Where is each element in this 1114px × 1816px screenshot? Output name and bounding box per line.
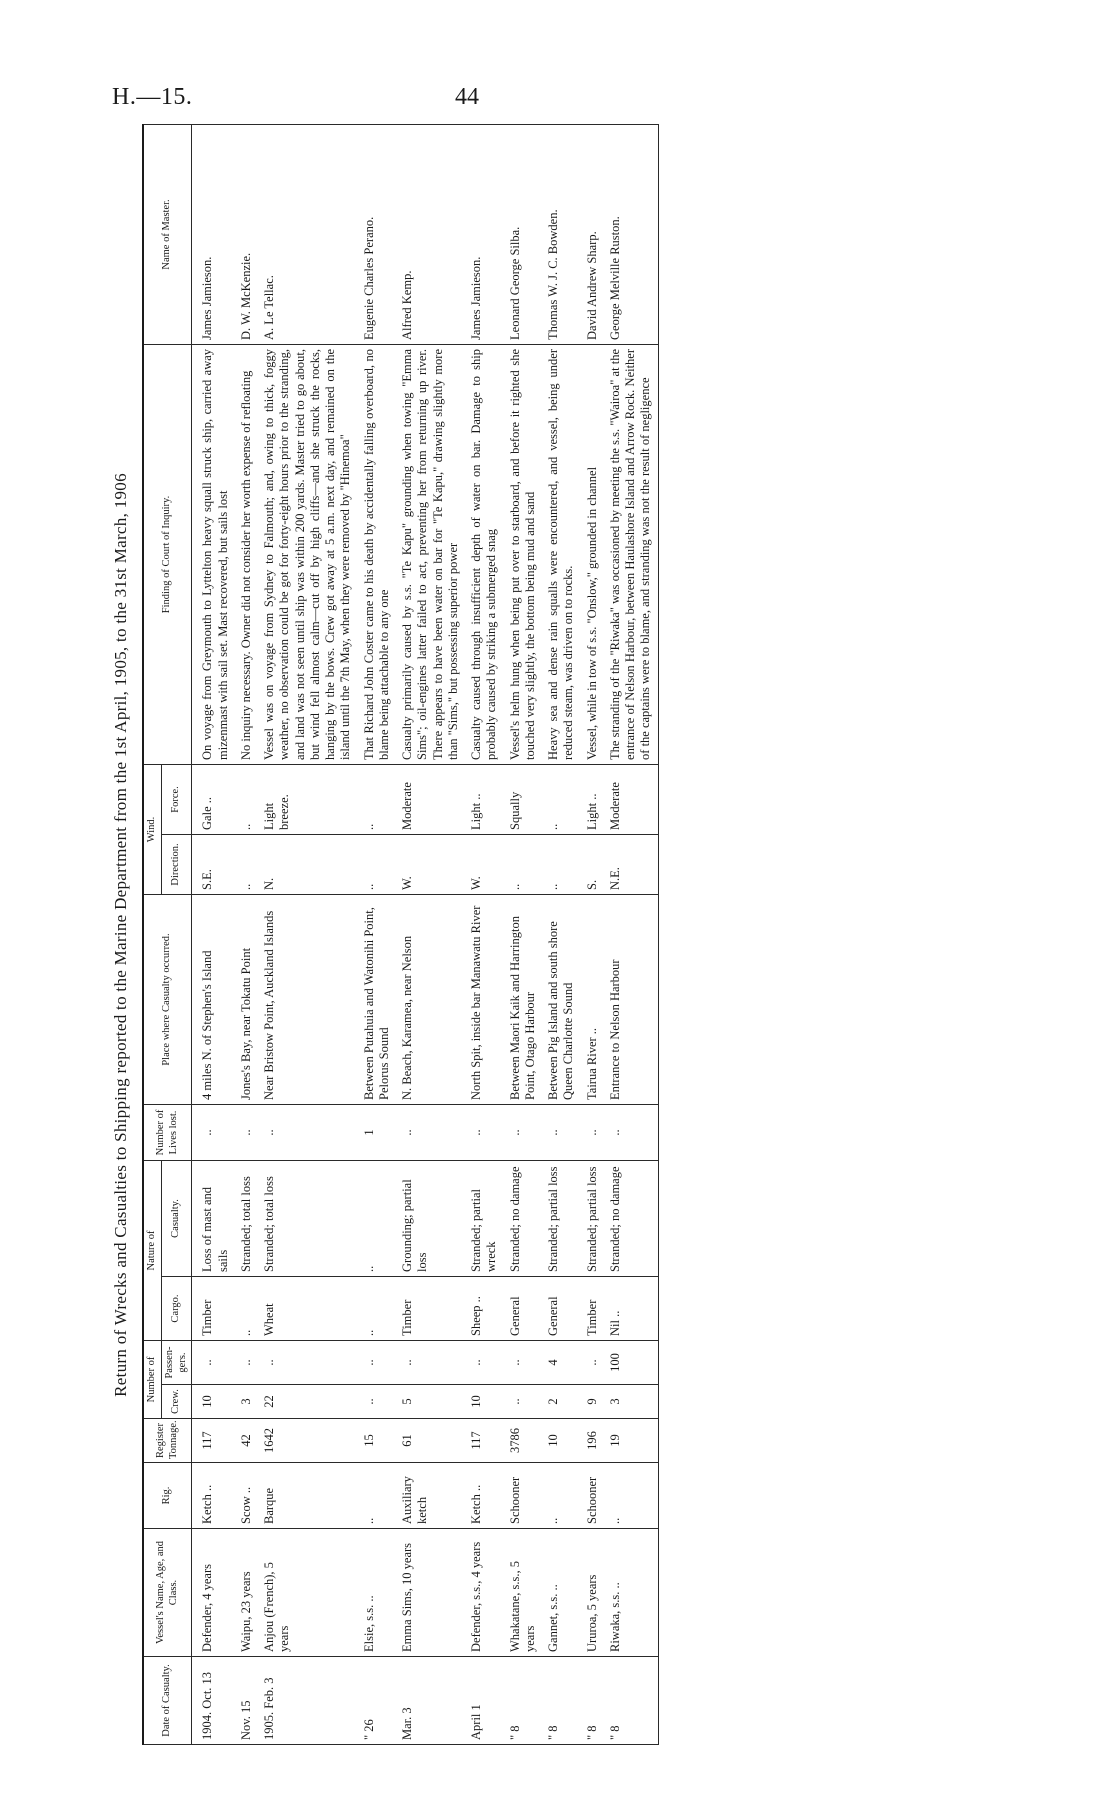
lives-lost-cell: ..: [396, 1104, 465, 1160]
wind-force-cell: ..: [235, 764, 258, 834]
place-cell: N. Beach, Karamea, near Nelson: [396, 894, 465, 1104]
place-cell: Between Pig Island and south shore Queen Charlotte Sound: [542, 894, 581, 1104]
table-row: [358, 124, 397, 1744]
date-cell: " 26: [358, 1657, 397, 1745]
date-cell: 1905. Feb. 3: [258, 1657, 358, 1745]
casualty-cell: Stranded; total loss: [258, 1160, 358, 1276]
wind-direction-cell: ..: [358, 834, 397, 894]
header-wind-direction: Direction.: [161, 834, 192, 894]
master-cell: Thomas W. J. C. Bowden.: [542, 124, 581, 344]
passengers-cell: ..: [235, 1341, 258, 1385]
passengers-cell: 100: [604, 1341, 658, 1385]
passengers-cell: ..: [581, 1341, 604, 1385]
vessel-cell: Defender, 4 years: [192, 1529, 235, 1657]
passengers-cell: ..: [258, 1341, 358, 1385]
wind-direction-cell: W.: [396, 834, 465, 894]
table-row: [258, 124, 358, 1744]
table-row: [542, 124, 581, 1744]
crew-cell: 3: [235, 1385, 258, 1419]
casualty-return-table: [142, 124, 659, 1745]
lives-lost-cell: ..: [581, 1104, 604, 1160]
passengers-cell: ..: [504, 1341, 543, 1385]
tonnage-cell: 61: [396, 1419, 465, 1463]
place-cell: 4 miles N. of Stephen's Island: [192, 894, 235, 1104]
table-row: [581, 124, 604, 1744]
passengers-cell: ..: [465, 1341, 504, 1385]
rig-cell: ..: [358, 1463, 397, 1529]
crew-cell: 22: [258, 1385, 358, 1419]
place-cell: Entrance to Nelson Harbour: [604, 894, 658, 1104]
table-row: [604, 124, 658, 1744]
cargo-cell: ..: [358, 1277, 397, 1341]
wind-force-cell: Gale ..: [192, 764, 235, 834]
crew-cell: 10: [465, 1385, 504, 1419]
lives-lost-cell: ..: [604, 1104, 658, 1160]
header-finding: Finding of Court of Inquiry.: [143, 344, 192, 764]
header-wind: Wind.: [143, 764, 161, 894]
table-row: [192, 124, 235, 1744]
place-cell: Between Maori Kaik and Harrington Point, Otago Harbour: [504, 894, 543, 1104]
table-row: [465, 124, 504, 1744]
casualty-cell: Stranded; partial loss: [581, 1160, 604, 1276]
cargo-cell: General: [542, 1277, 581, 1341]
rig-cell: Schooner: [504, 1463, 543, 1529]
vessel-cell: Whakatane, s.s., 5 years: [504, 1529, 543, 1657]
wind-direction-cell: S.: [581, 834, 604, 894]
cargo-cell: ..: [235, 1277, 258, 1341]
master-cell: George Melville Ruston.: [604, 124, 658, 344]
header-rig: Rig.: [143, 1463, 192, 1529]
date-cell: Nov. 15: [235, 1657, 258, 1745]
finding-cell: On voyage from Greymouth to Lyttelton heavy squall struck ship, carried away mizenmast with sail set. Mast recovered, but sails lost: [192, 344, 235, 764]
master-cell: Eugenie Charles Perano.: [358, 124, 397, 344]
wind-direction-cell: S.E.: [192, 834, 235, 894]
casualty-cell: Loss of mast and sails: [192, 1160, 235, 1276]
rig-cell: ..: [542, 1463, 581, 1529]
master-cell: James Jamieson.: [465, 124, 504, 344]
table-row: [235, 124, 258, 1744]
tonnage-cell: 117: [192, 1419, 235, 1463]
header-casualty: Casualty.: [161, 1160, 192, 1276]
casualty-cell: Grounding; partial loss: [396, 1160, 465, 1276]
place-cell: North Spit, inside bar Manawatu River: [465, 894, 504, 1104]
finding-cell: The stranding of the "Riwaka" was occasioned by meeting the s.s. "Wairoa" at the entrance of Nelson Harbour, between Haulashore Island and Arrow Rock. Neither of the captains were to blame, and stranding was not the result of negligence: [604, 344, 658, 764]
master-cell: Leonard George Silba.: [504, 124, 543, 344]
place-cell: Between Putahuia and Watonihi Point, Pelorus Sound: [358, 894, 397, 1104]
vessel-cell: Emma Sims, 10 years: [396, 1529, 465, 1657]
vessel-cell: Defender, s.s., 4 years: [465, 1529, 504, 1657]
cargo-cell: Nil ..: [604, 1277, 658, 1341]
finding-cell: No inquiry necessary. Owner did not consider her worth expense of refloating: [235, 344, 258, 764]
lives-lost-cell: ..: [504, 1104, 543, 1160]
tonnage-cell: 19: [604, 1419, 658, 1463]
date-cell: 1904. Oct. 13: [192, 1657, 235, 1745]
finding-cell: Vessel's helm hung when being put over to starboard, and before it righted she touched very slightly, the bottom being mud and sand: [504, 344, 543, 764]
tonnage-cell: 3786: [504, 1419, 543, 1463]
header-tonnage: Register Tonnage.: [143, 1419, 192, 1463]
wind-force-cell: Moderate: [396, 764, 465, 834]
tonnage-cell: 10: [542, 1419, 581, 1463]
place-cell: Tairua River ..: [581, 894, 604, 1104]
master-cell: Alfred Kemp.: [396, 124, 465, 344]
finding-cell: That Richard John Coster came to his death by accidentally falling overboard, no blame being attachable to any one: [358, 344, 397, 764]
wind-force-cell: Light ..: [465, 764, 504, 834]
date-cell: Mar. 3: [396, 1657, 465, 1745]
crew-cell: ..: [358, 1385, 397, 1419]
date-cell: " 8: [604, 1657, 658, 1745]
wind-force-cell: ..: [358, 764, 397, 834]
tonnage-cell: 15: [358, 1419, 397, 1463]
rig-cell: Ketch ..: [192, 1463, 235, 1529]
tonnage-cell: 196: [581, 1419, 604, 1463]
rig-cell: Auxiliary ketch: [396, 1463, 465, 1529]
master-cell: David Andrew Sharp.: [581, 124, 604, 344]
vessel-cell: Waipu, 23 years: [235, 1529, 258, 1657]
lives-lost-cell: ..: [542, 1104, 581, 1160]
passengers-cell: ..: [192, 1341, 235, 1385]
wind-force-cell: Squally: [504, 764, 543, 834]
crew-cell: 2: [542, 1385, 581, 1419]
finding-cell: Vessel was on voyage from Sydney to Falmouth; and, owing to thick, foggy weather, no observation could be got for forty-eight hours prior to the stranding, and land was not seen until ship was within 200 yards. Master tried to go about, but wind fell almost calm—cut off by high cliffs—and she struck the rocks, hanging by the bows. Crew got away at 5 a.m. next day, and remained on the island until the 7th May, when they were removed by "Hinemoa": [258, 344, 358, 764]
vessel-cell: Anjou (French), 5 years: [258, 1529, 358, 1657]
place-cell: Near Bristow Point, Auckland Islands: [258, 894, 358, 1104]
tonnage-cell: 1642: [258, 1419, 358, 1463]
crew-cell: 10: [192, 1385, 235, 1419]
crew-cell: 3: [604, 1385, 658, 1419]
cargo-cell: Sheep ..: [465, 1277, 504, 1341]
wind-direction-cell: N.E.: [604, 834, 658, 894]
finding-cell: Casualty caused through insufficient depth of water on bar. Damage to ship probably caused by striking a submerged snag: [465, 344, 504, 764]
casualty-cell: Stranded; no damage: [604, 1160, 658, 1276]
finding-cell: Heavy sea and dense rain squalls were encountered, and vessel, being under reduced steam, was driven on to rocks.: [542, 344, 581, 764]
wind-direction-cell: W.: [465, 834, 504, 894]
rig-cell: Ketch ..: [465, 1463, 504, 1529]
crew-cell: ..: [504, 1385, 543, 1419]
master-cell: James Jamieson.: [192, 124, 235, 344]
place-cell: Jones's Bay, near Tokatu Point: [235, 894, 258, 1104]
vessel-cell: Gannet, s.s. ..: [542, 1529, 581, 1657]
rig-cell: ..: [604, 1463, 658, 1529]
passengers-cell: 4: [542, 1341, 581, 1385]
header-date: Date of Casualty.: [143, 1657, 192, 1745]
rig-cell: Scow ..: [235, 1463, 258, 1529]
wind-force-cell: ..: [542, 764, 581, 834]
finding-cell: Vessel, while in tow of s.s. "Onslow," grounded in channel: [581, 344, 604, 764]
crew-cell: 9: [581, 1385, 604, 1419]
document-reference: H.—15.: [112, 84, 193, 110]
cargo-cell: General: [504, 1277, 543, 1341]
wind-direction-cell: ..: [542, 834, 581, 894]
passengers-cell: ..: [396, 1341, 465, 1385]
header-passengers: Passen-gers.: [161, 1341, 192, 1385]
table-title: Return of Wrecks and Casualties to Shipping reported to the Marine Department from the 1st April, 1905, to the 31st March, 1906: [111, 473, 130, 1397]
header-master: Name of Master.: [143, 124, 192, 344]
header-nature-of: Nature of: [143, 1160, 161, 1340]
master-cell: A. Le Tellac.: [258, 124, 358, 344]
vessel-cell: Ururoa, 5 years: [581, 1529, 604, 1657]
lives-lost-cell: ..: [465, 1104, 504, 1160]
date-cell: April 1: [465, 1657, 504, 1745]
casualty-cell: Stranded; partial wreck: [465, 1160, 504, 1276]
lives-lost-cell: ..: [192, 1104, 235, 1160]
vessel-cell: Riwaka, s.s. ..: [604, 1529, 658, 1657]
casualty-cell: Stranded; partial loss: [542, 1160, 581, 1276]
wind-direction-cell: N.: [258, 834, 358, 894]
wind-direction-cell: ..: [504, 834, 543, 894]
wind-force-cell: Moderate: [604, 764, 658, 834]
header-cargo: Cargo.: [161, 1277, 192, 1341]
tonnage-cell: 42: [235, 1419, 258, 1463]
wind-force-cell: Light ..: [581, 764, 604, 834]
cargo-cell: Timber: [192, 1277, 235, 1341]
passengers-cell: ..: [358, 1341, 397, 1385]
table-row: [504, 124, 543, 1744]
date-cell: " 8: [542, 1657, 581, 1745]
page-number: 44: [455, 84, 479, 110]
rotated-table-area: [100, 125, 980, 1745]
rig-cell: Barque: [258, 1463, 358, 1529]
tonnage-cell: 117: [465, 1419, 504, 1463]
cargo-cell: Timber: [396, 1277, 465, 1341]
date-cell: " 8: [581, 1657, 604, 1745]
master-cell: D. W. McKenzie.: [235, 124, 258, 344]
lives-lost-cell: ..: [235, 1104, 258, 1160]
table-body: [192, 124, 658, 1744]
wind-force-cell: Light breeze.: [258, 764, 358, 834]
lives-lost-cell: 1: [358, 1104, 397, 1160]
header-crew: Crew.: [161, 1385, 192, 1419]
header-vessel: Vessel's Name, Age, and Class.: [143, 1529, 192, 1657]
header-wind-force: Force.: [161, 764, 192, 834]
casualty-cell: ..: [358, 1160, 397, 1276]
rig-cell: Schooner: [581, 1463, 604, 1529]
header-lives-lost: Number of Lives lost.: [143, 1104, 192, 1160]
header-place: Place where Casualty occurred.: [143, 894, 192, 1104]
header-number-of: Number of: [143, 1341, 161, 1419]
date-cell: " 8: [504, 1657, 543, 1745]
finding-cell: Casualty primarily caused by s.s. "Te Kapu" grounding when towing "Emma Sims"; oil-engines latter failed to act, preventing her from returning up river. There appears to have been water on bar for "Te Kapu," drawing slightly more than "Sims," but possessing superior power: [396, 344, 465, 764]
cargo-cell: Wheat: [258, 1277, 358, 1341]
table-row: [396, 124, 465, 1744]
wind-direction-cell: ..: [235, 834, 258, 894]
lives-lost-cell: ..: [258, 1104, 358, 1160]
casualty-cell: Stranded; no damage: [504, 1160, 543, 1276]
cargo-cell: Timber: [581, 1277, 604, 1341]
vessel-cell: Elsie, s.s. ..: [358, 1529, 397, 1657]
crew-cell: 5: [396, 1385, 465, 1419]
casualty-cell: Stranded; total loss: [235, 1160, 258, 1276]
